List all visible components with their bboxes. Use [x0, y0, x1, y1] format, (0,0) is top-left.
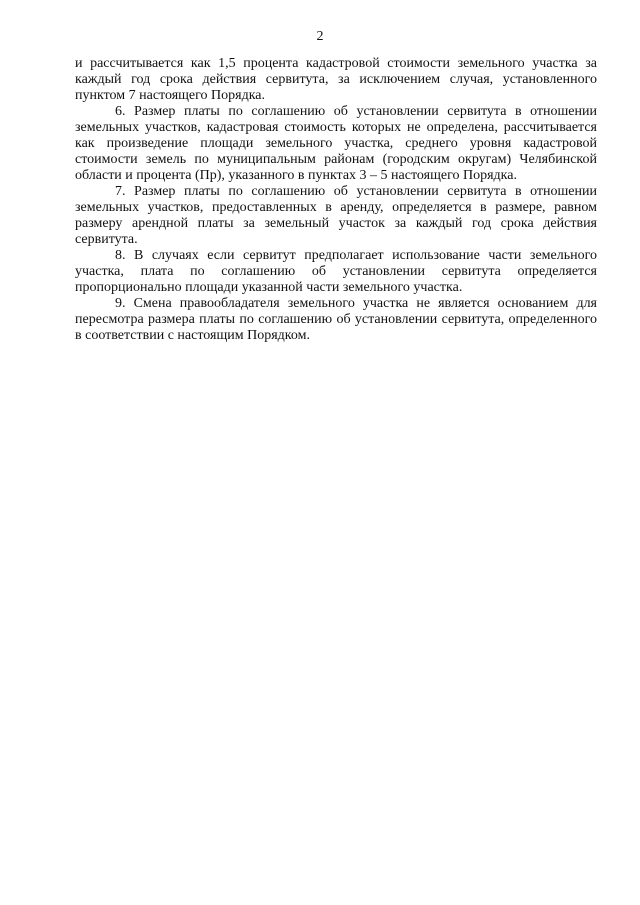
paragraph-item-8: 8. В случаях если сервитут предполагает использование части земельного участка, плата по соглашению об установлении сервитута определяется пропорционально площади указанной части земельного участка. — [75, 248, 597, 295]
paragraph-item-7: 7. Размер платы по соглашению об установлении сервитута в отношении земельных участков, предоставленных в аренду, определяется в размере, равном размеру арендной платы за земельный участок за каждый год срока действия сервитута. — [75, 184, 597, 247]
paragraph-item-9: 9. Смена правообладателя земельного участка не является основанием для пересмотра размера платы по соглашению об установлении сервитута, определенного в соответствии с настоящим Порядком. — [75, 296, 597, 343]
paragraph-continuation: и рассчитывается как 1,5 процента кадастровой стоимости земельного участка за каждый год срока действия сервитута, за исключением случая, установленного пунктом 7 настоящего Порядка. — [75, 56, 597, 103]
paragraph-item-6: 6. Размер платы по соглашению об установлении сервитута в отношении земельных участков, кадастровая стоимость которых не определена, рассчитывается как произведение площади земельного участка, среднего уровня кадастровой стоимости земель по муниципальным районам (городским округам) Челябинской области и процента (Пр), указанного в пунктах 3 – 5 настоящего Порядка. — [75, 104, 597, 183]
document-body — [75, 56, 597, 344]
page-number: 2 — [316, 29, 324, 44]
